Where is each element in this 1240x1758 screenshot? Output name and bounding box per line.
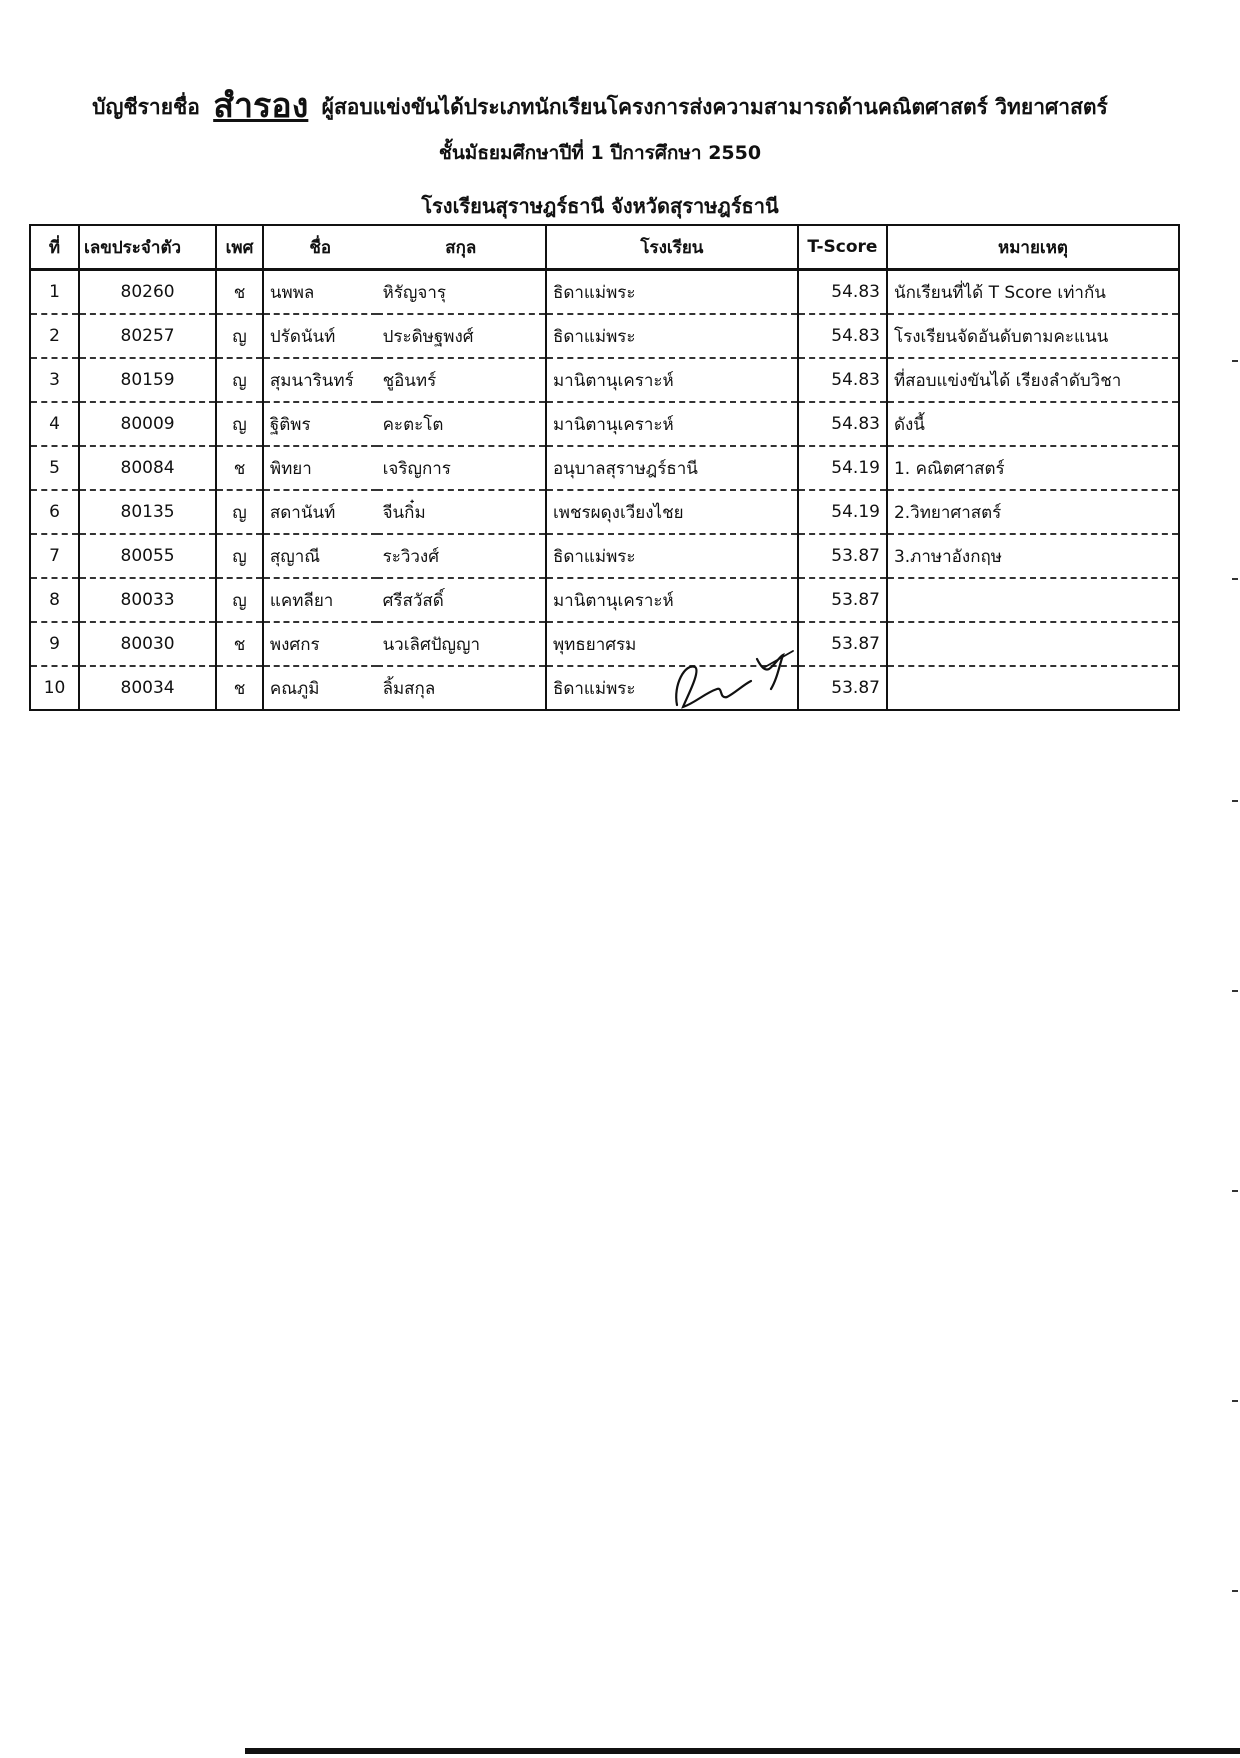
row-tscore: 53.87 (798, 534, 887, 578)
row-gender: ญ (216, 402, 263, 446)
row-id: 80135 (79, 490, 216, 534)
row-id: 80260 (79, 270, 216, 315)
row-no: 3 (30, 358, 79, 402)
row-no: 8 (30, 578, 79, 622)
header-id: เลขประจำตัว (79, 225, 216, 270)
header-first-name: ชื่อ (263, 225, 377, 270)
row-gender: ญ (216, 314, 263, 358)
row-id: 80084 (79, 446, 216, 490)
row-gender: ญ (216, 358, 263, 402)
row-school: พุทธยาศรม (546, 622, 798, 666)
row-tscore: 54.19 (798, 446, 887, 490)
row-id: 80034 (79, 666, 216, 710)
row-remark: 3.ภาษาอังกฤษ (887, 534, 1179, 578)
row-last-name: ศรีสวัสดิ์ (377, 578, 546, 622)
header-last-name: สกุล (377, 225, 546, 270)
row-tscore: 53.87 (798, 622, 887, 666)
row-no: 1 (30, 270, 79, 315)
header-no: ที่ (30, 225, 79, 270)
scan-edge-mark (1232, 578, 1238, 580)
header-gender: เพศ (216, 225, 263, 270)
row-school: มานิตานุเคราะห์ (546, 578, 798, 622)
row-remark: ที่สอบแข่งขันได้ เรียงลำดับวิชา (887, 358, 1179, 402)
document-subtitle-school: โรงเรียนสุราษฎร์ธานี จังหวัดสุราษฎร์ธานี (421, 194, 779, 218)
row-no: 9 (30, 622, 79, 666)
row-gender: ช (216, 446, 263, 490)
row-first-name: สดานันท์ (263, 490, 377, 534)
row-first-name: สุมนารินทร์ (263, 358, 377, 402)
row-school: ธิดาแม่พระ (546, 666, 798, 710)
row-last-name: นวเลิศปัญญา (377, 622, 546, 666)
scan-edge-mark (1232, 1400, 1238, 1402)
row-tscore: 54.83 (798, 402, 887, 446)
row-tscore: 54.19 (798, 490, 887, 534)
row-no: 7 (30, 534, 79, 578)
row-tscore: 54.83 (798, 314, 887, 358)
row-remark: ดังนี้ (887, 402, 1179, 446)
row-tscore: 54.83 (798, 358, 887, 402)
row-tscore: 53.87 (798, 578, 887, 622)
title-prefix: บัญชีรายชื่อ (92, 95, 200, 119)
table-row (30, 578, 1179, 622)
row-school: มานิตานุเคราะห์ (546, 402, 798, 446)
row-last-name: ประดิษฐพงศ์ (377, 314, 546, 358)
header-tscore: T-Score (798, 225, 887, 270)
title-suffix: ผู้สอบแข่งขันได้ประเภทนักเรียนโครงการส่งความสามารถด้านคณิตศาสตร์ วิทยาศาสตร์ (321, 95, 1108, 119)
row-remark (887, 666, 1179, 710)
row-gender: ญ (216, 578, 263, 622)
row-remark: 2.วิทยาศาสตร์ (887, 490, 1179, 534)
row-remark: นักเรียนที่ได้ T Score เท่ากัน (887, 270, 1179, 315)
row-tscore: 54.83 (798, 270, 887, 315)
row-no: 4 (30, 402, 79, 446)
row-first-name: สุญาณี (263, 534, 377, 578)
table-row (30, 534, 1179, 578)
row-last-name: ระวิวงศ์ (377, 534, 546, 578)
row-first-name: นพพล (263, 270, 377, 315)
row-id: 80257 (79, 314, 216, 358)
table-header-row (30, 225, 1179, 270)
header-remark: หมายเหตุ (887, 225, 1179, 270)
scan-edge-mark (1232, 1190, 1238, 1192)
table-row (30, 402, 1179, 446)
row-no: 10 (30, 666, 79, 710)
row-remark: โรงเรียนจัดอันดับตามคะแนน (887, 314, 1179, 358)
row-id: 80030 (79, 622, 216, 666)
title-emphasis: สำรอง (213, 86, 309, 126)
row-last-name: จีนกิ๋ม (377, 490, 546, 534)
row-id: 80055 (79, 534, 216, 578)
table-row (30, 622, 1179, 666)
row-gender: ช (216, 666, 263, 710)
table-row (30, 490, 1179, 534)
header-school: โรงเรียน (546, 225, 798, 270)
row-first-name: แคทลียา (263, 578, 377, 622)
row-first-name: ปรัดนันท์ (263, 314, 377, 358)
table-row (30, 270, 1179, 315)
row-gender: ญ (216, 490, 263, 534)
row-last-name: เจริญการ (377, 446, 546, 490)
row-id: 80033 (79, 578, 216, 622)
row-gender: ช (216, 270, 263, 315)
row-first-name: ฐิติพร (263, 402, 377, 446)
table-row (30, 358, 1179, 402)
row-school: มานิตานุเคราะห์ (546, 358, 798, 402)
row-tscore: 53.87 (798, 666, 887, 710)
row-school: ธิดาแม่พระ (546, 534, 798, 578)
row-no: 6 (30, 490, 79, 534)
table-row (30, 446, 1179, 490)
row-no: 2 (30, 314, 79, 358)
row-last-name: ชูอินทร์ (377, 358, 546, 402)
row-id: 80159 (79, 358, 216, 402)
row-school: อนุบาลสุราษฎร์ธานี (546, 446, 798, 490)
row-no: 5 (30, 446, 79, 490)
scan-edge-mark (1232, 990, 1238, 992)
row-remark: 1. คณิตศาสตร์ (887, 446, 1179, 490)
signature-scribble (665, 645, 815, 715)
scan-edge-mark (1232, 800, 1238, 802)
row-first-name: พิทยา (263, 446, 377, 490)
row-school: ธิดาแม่พระ (546, 314, 798, 358)
row-last-name: คะตะโต (377, 402, 546, 446)
scan-edge-mark (1232, 360, 1238, 362)
row-remark (887, 622, 1179, 666)
document-title (30, 78, 1170, 132)
scan-bottom-edge (245, 1748, 1240, 1754)
row-remark (887, 578, 1179, 622)
row-id: 80009 (79, 402, 216, 446)
row-school: ธิดาแม่พระ (546, 270, 798, 315)
row-first-name: พงศกร (263, 622, 377, 666)
row-last-name: ลิ้มสกุล (377, 666, 546, 710)
row-gender: ญ (216, 534, 263, 578)
table-row (30, 666, 1179, 710)
row-school: เพชรผดุงเวียงไชย (546, 490, 798, 534)
scan-edge-mark (1232, 1590, 1238, 1592)
row-first-name: คณภูมิ (263, 666, 377, 710)
row-gender: ช (216, 622, 263, 666)
document-subtitle-grade: ชั้นมัธยมศึกษาปีที่ 1 ปีการศึกษา 2550 (438, 142, 762, 164)
roster-table (29, 224, 1180, 711)
row-last-name: หิรัญจารุ (377, 270, 546, 315)
table-row (30, 314, 1179, 358)
